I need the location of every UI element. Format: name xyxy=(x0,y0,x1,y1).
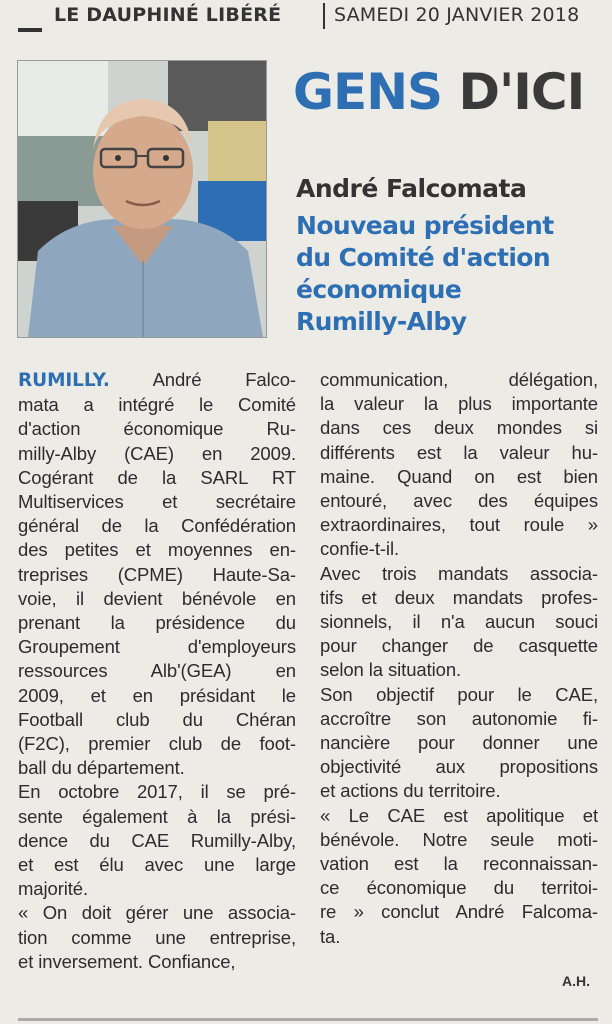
article-line: Avec trois mandats associa- xyxy=(320,562,598,584)
article-line: communication, délégation, xyxy=(320,369,598,390)
article-line: extraordinaires, tout roule » xyxy=(320,514,598,536)
article-line: nancière pour donner une xyxy=(320,732,598,754)
headline-name: André Falcomata xyxy=(296,174,527,203)
masthead-separator xyxy=(323,3,325,29)
article-line: Cogérant de la SARL RT xyxy=(18,466,296,488)
article-line: En octobre 2017, il se pré- xyxy=(18,781,296,803)
subtitle-line: du Comité d'action xyxy=(296,243,551,272)
article-line: prenant la présidence du xyxy=(18,612,296,634)
subtitle-line: Rumilly-Alby xyxy=(296,307,467,336)
section-title-dici: D'ICI xyxy=(458,63,585,121)
article-line: tion comme une entreprise, xyxy=(18,926,296,948)
article-line: re » conclut André Falcoma- xyxy=(320,901,598,923)
article-line: bénévole. Notre seule moti- xyxy=(320,828,598,850)
article-line: général de la Confédération xyxy=(18,515,296,537)
article-line: dence du CAE Rumilly-Alby, xyxy=(18,829,296,851)
publication-date: SAMEDI 20 JANVIER 2018 xyxy=(334,4,580,26)
article-line: des petites et moyennes en- xyxy=(18,539,296,561)
article-line: maine. Quand on est bien xyxy=(320,465,598,487)
article-line: Multiservices et secrétaire xyxy=(18,491,296,513)
article-line: vation est la reconnaissan- xyxy=(320,853,598,875)
article-line: Son objectif pour le CAE, xyxy=(320,683,598,705)
article-line: et est élu avec une large xyxy=(18,854,296,876)
article-line: et inversement. Confiance, xyxy=(18,950,236,972)
portrait-illustration xyxy=(18,61,266,337)
article-line: treprises (CPME) Haute-Sa- xyxy=(18,563,296,585)
article-line: 2009, et en présidant le xyxy=(18,684,296,706)
bottom-rule xyxy=(18,1018,598,1021)
section-title xyxy=(293,58,593,126)
article-line: ressources Alb'(GEA) en xyxy=(18,660,296,682)
portrait-photo xyxy=(17,60,267,338)
subtitle-line: Nouveau président xyxy=(296,211,554,240)
article-line: Football club du Chéran xyxy=(18,708,296,730)
article-line: objectivité aux propositions xyxy=(320,756,598,778)
section-title-gens: GENS xyxy=(293,63,443,121)
masthead xyxy=(0,0,612,38)
article-line: dans ces deux mondes si xyxy=(320,417,598,439)
article-line: milly-Alby (CAE) en 2009. xyxy=(18,442,296,464)
article-line: accroître son autonomie fi- xyxy=(320,707,598,729)
article-line: confie-t-il. xyxy=(320,538,399,560)
masthead-rule xyxy=(18,28,42,32)
author-signature: A.H. xyxy=(562,973,590,989)
article-line: tifs et deux mandats profes- xyxy=(320,586,598,608)
article-line: pour changer de casquette xyxy=(320,635,598,657)
article-line: voie, il devient bénévole en xyxy=(18,587,296,609)
article-line: « Le CAE est apolitique et xyxy=(320,804,598,826)
article-line: ta. xyxy=(320,925,341,947)
article-line: mata a intégré le Comité xyxy=(18,394,296,416)
article-line: sente également à la prési- xyxy=(18,805,296,827)
article-line: majorité. xyxy=(18,878,89,900)
article-line: entouré, avec des équipes xyxy=(320,490,598,512)
article-line: (F2C), premier club de foot- xyxy=(18,733,296,755)
article-line: différents est la valeur hu- xyxy=(320,441,598,463)
article-line: RUMILLY. André Falco- xyxy=(18,369,296,391)
subtitle-line: économique xyxy=(296,275,462,304)
article-line: et actions du territoire. xyxy=(320,780,501,802)
dateline-city: RUMILLY. xyxy=(18,370,110,391)
article-line: Groupement d'employeurs xyxy=(18,636,296,658)
headline-subtitle xyxy=(296,210,596,338)
article-line: « On doit gérer une associa- xyxy=(18,902,296,924)
article-column-2 xyxy=(320,368,598,949)
newspaper-name: LE DAUPHINÉ LIBÉRÉ xyxy=(54,4,282,26)
article-line: selon la situation. xyxy=(320,659,462,681)
article-line: ball du département. xyxy=(18,757,185,779)
article-line: d'action économique Ru- xyxy=(18,418,296,440)
article-line: ce économique du territoi- xyxy=(320,877,598,899)
article-line: la valeur la plus importante xyxy=(320,393,598,415)
article-line: sionnels, il n'a aucun souci xyxy=(320,611,598,633)
article-column-1 xyxy=(18,368,296,974)
